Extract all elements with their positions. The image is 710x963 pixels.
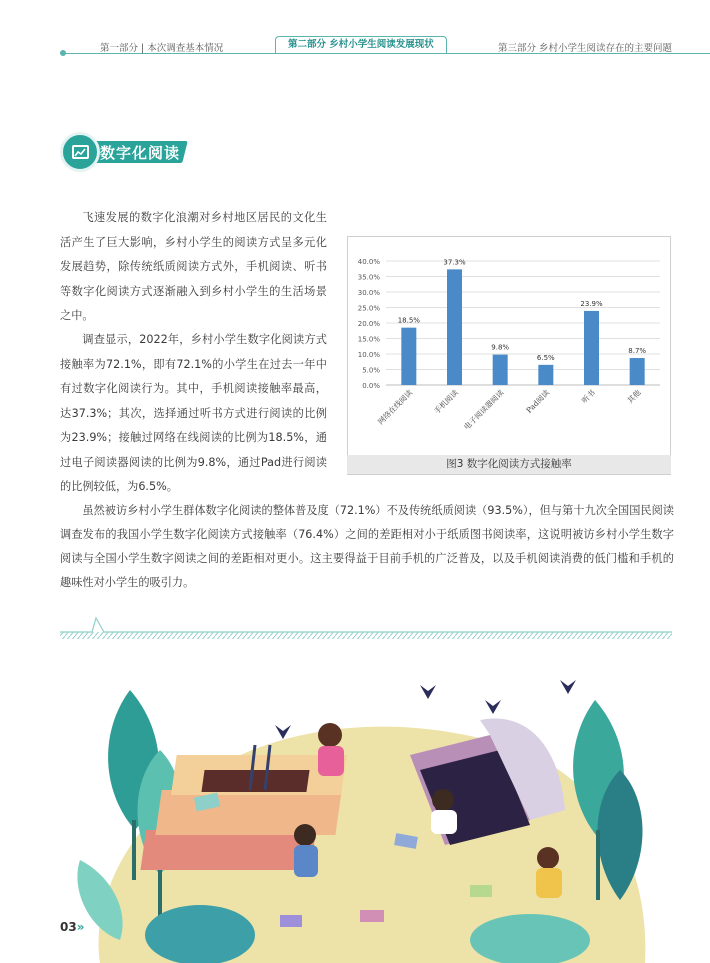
y-tick-label: 30.0% — [357, 289, 380, 297]
y-tick-label: 10.0% — [357, 351, 380, 359]
bar — [401, 328, 416, 385]
tab-dot — [60, 50, 66, 56]
bar — [447, 269, 462, 385]
y-tick-label: 20.0% — [357, 320, 380, 328]
section-title: 数字化阅读 — [100, 144, 181, 162]
paragraph-survey: 调查显示，2022年，乡村小学生数字化阅读方式接触率为72.1%，即有72.1%的小学生在过去一年中有过数字化阅读行为。其中，手机阅读接触率最高，达37.3%；其次，选择通过听书方式进行阅读的比例为23.9%；接触过网络在线阅读的比例为18.5%，通过电子阅读器阅读的比例为9.8%，通过Pad进行阅读的比例较低，为6.5%。 — [60, 333, 327, 493]
y-tick-label: 40.0% — [357, 258, 380, 266]
chapter-tabs — [60, 36, 710, 56]
y-tick-label: 5.0% — [362, 366, 380, 375]
page-arrow-icon: » — [76, 920, 85, 934]
page-number — [60, 920, 84, 934]
y-tick-label: 0.0% — [362, 382, 380, 390]
bar — [630, 358, 645, 385]
bar-value-label: 37.3% — [443, 258, 466, 267]
bar-value-label: 6.5% — [536, 353, 555, 362]
section-heading — [60, 128, 200, 170]
paragraph-intro: 飞速发展的数字化浪潮对乡村地区居民的文化生活产生了巨大影响，乡村小学生的阅读方式呈多元化发展趋势，除传统纸质阅读方式外，手机阅读、听书等数字化阅读方式逐渐融入到乡村小学生的生活场景之中。 — [60, 211, 327, 322]
y-tick-label: 35.0% — [357, 273, 380, 282]
reading-children-illustration — [60, 660, 660, 963]
x-category-label: 电子阅读器阅读 — [462, 388, 506, 432]
bar-value-label: 18.5% — [397, 316, 420, 325]
bar-value-label: 23.9% — [580, 299, 603, 308]
decorative-divider — [60, 612, 672, 642]
chart-caption: 图3 数字化阅读方式接触率 — [347, 455, 671, 474]
x-category-label: 听书 — [579, 388, 597, 406]
tab-part-three[interactable]: 第三部分 乡村小学生阅读存在的主要问题 — [498, 43, 673, 54]
x-category-label: Pad阅读 — [524, 388, 552, 415]
y-tick-label: 25.0% — [357, 304, 380, 313]
bar-value-label: 8.7% — [628, 347, 647, 356]
x-category-label: 其他 — [625, 388, 643, 406]
bar — [584, 311, 599, 385]
trend-chart-icon — [60, 132, 100, 172]
tab-part-two-active[interactable]: 第二部分 乡村小学生阅读发展现状 — [275, 36, 447, 53]
x-category-label: 网络在线阅读 — [376, 388, 415, 427]
tab-part-one[interactable]: 第一部分 | 本次调查基本情况 — [100, 43, 224, 54]
bar-chart — [347, 236, 671, 475]
y-tick-label: 15.0% — [357, 335, 380, 344]
bar — [493, 355, 508, 385]
bar-value-label: 9.8% — [491, 343, 510, 352]
bar-chart-svg — [348, 237, 670, 457]
paragraph-comparison: 虽然被访乡村小学生群体数字化阅读的整体普及度（72.1%）不及传统纸质阅读（93.5%），但与第十九次全国国民阅读调查发布的我国小学生数字化阅读方式接触率（76.4%）之间的差距相对小于纸质图书阅读率，这说明被访乡村小学生数字阅读与全国小学生数字阅读之间的差距相对更小。这主要得益于目前手机的广泛普及，以及手机阅读消费的低门槛和手机的趣味性对小学生的吸引力。 — [60, 504, 674, 589]
page-number-text: 03 — [60, 920, 77, 934]
x-category-label: 手机阅读 — [432, 388, 460, 416]
bar — [538, 365, 553, 385]
